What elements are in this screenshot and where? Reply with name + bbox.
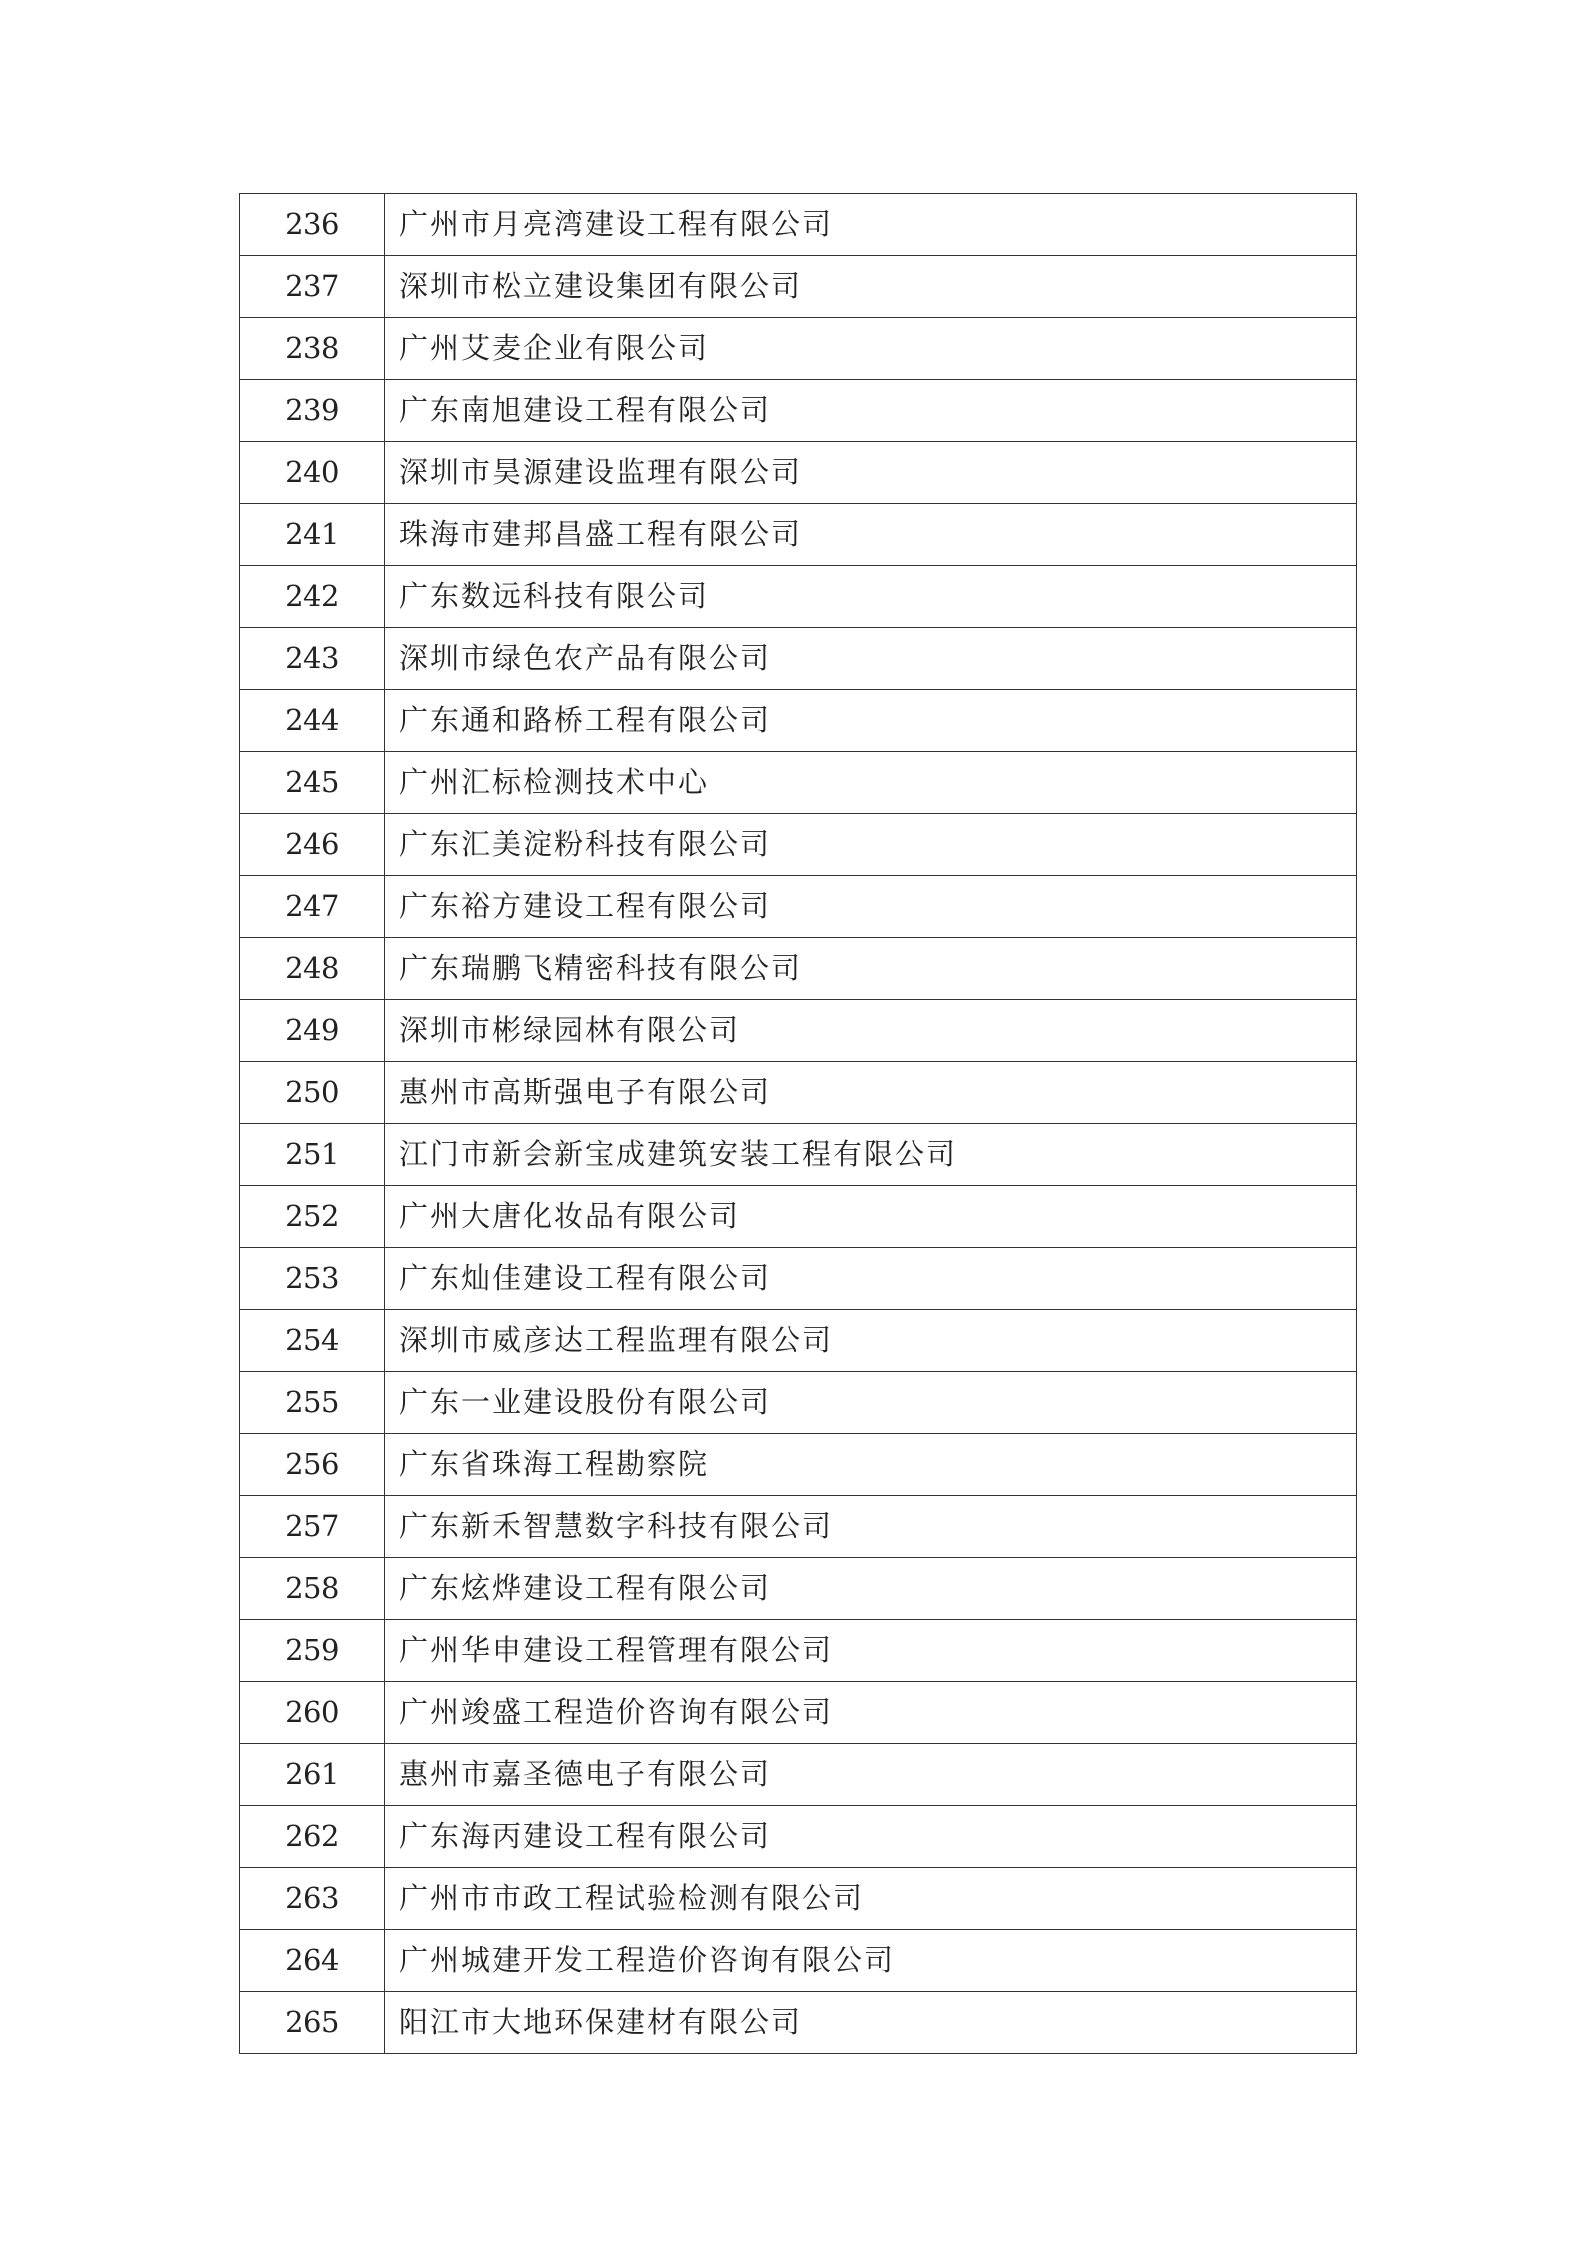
company-name: 深圳市威彦达工程监理有限公司 — [385, 1310, 1357, 1372]
company-name: 广州艾麦企业有限公司 — [385, 318, 1357, 380]
row-number: 254 — [240, 1310, 385, 1372]
table-row — [240, 566, 1357, 628]
company-name: 广东南旭建设工程有限公司 — [385, 380, 1357, 442]
company-name: 广州竣盛工程造价咨询有限公司 — [385, 1682, 1357, 1744]
row-number: 258 — [240, 1558, 385, 1620]
table-row — [240, 1062, 1357, 1124]
table-row — [240, 1868, 1357, 1930]
row-number: 241 — [240, 504, 385, 566]
table-row — [240, 442, 1357, 504]
company-name: 深圳市昊源建设监理有限公司 — [385, 442, 1357, 504]
row-number: 260 — [240, 1682, 385, 1744]
company-name: 广东瑞鹏飞精密科技有限公司 — [385, 938, 1357, 1000]
row-number: 265 — [240, 1992, 385, 2054]
row-number: 244 — [240, 690, 385, 752]
row-number: 236 — [240, 194, 385, 256]
company-name: 惠州市高斯强电子有限公司 — [385, 1062, 1357, 1124]
row-number: 239 — [240, 380, 385, 442]
company-name: 广州华申建设工程管理有限公司 — [385, 1620, 1357, 1682]
table-row — [240, 1000, 1357, 1062]
row-number: 253 — [240, 1248, 385, 1310]
row-number: 261 — [240, 1744, 385, 1806]
table-row — [240, 1186, 1357, 1248]
company-list-table — [239, 193, 1357, 2054]
table-row — [240, 504, 1357, 566]
company-name: 广东灿佳建设工程有限公司 — [385, 1248, 1357, 1310]
table-row — [240, 1496, 1357, 1558]
row-number: 257 — [240, 1496, 385, 1558]
table-row — [240, 1930, 1357, 1992]
row-number: 243 — [240, 628, 385, 690]
table-row — [240, 380, 1357, 442]
row-number: 256 — [240, 1434, 385, 1496]
row-number: 259 — [240, 1620, 385, 1682]
company-name: 深圳市绿色农产品有限公司 — [385, 628, 1357, 690]
company-name: 广州市月亮湾建设工程有限公司 — [385, 194, 1357, 256]
table-row — [240, 256, 1357, 318]
table-row — [240, 690, 1357, 752]
company-name: 广东数远科技有限公司 — [385, 566, 1357, 628]
row-number: 251 — [240, 1124, 385, 1186]
table-row — [240, 318, 1357, 380]
row-number: 252 — [240, 1186, 385, 1248]
table-row — [240, 1806, 1357, 1868]
row-number: 248 — [240, 938, 385, 1000]
table-row — [240, 876, 1357, 938]
company-name: 广东通和路桥工程有限公司 — [385, 690, 1357, 752]
company-name: 广东新禾智慧数字科技有限公司 — [385, 1496, 1357, 1558]
row-number: 240 — [240, 442, 385, 504]
table-row — [240, 628, 1357, 690]
row-number: 255 — [240, 1372, 385, 1434]
company-name: 江门市新会新宝成建筑安装工程有限公司 — [385, 1124, 1357, 1186]
table-row — [240, 1372, 1357, 1434]
table-row — [240, 1682, 1357, 1744]
row-number: 246 — [240, 814, 385, 876]
table-row — [240, 1248, 1357, 1310]
row-number: 263 — [240, 1868, 385, 1930]
table-row — [240, 1558, 1357, 1620]
table-row — [240, 814, 1357, 876]
table-row — [240, 194, 1357, 256]
table-row — [240, 1124, 1357, 1186]
row-number: 245 — [240, 752, 385, 814]
table-row — [240, 1434, 1357, 1496]
row-number: 250 — [240, 1062, 385, 1124]
company-name: 广州城建开发工程造价咨询有限公司 — [385, 1930, 1357, 1992]
row-number: 249 — [240, 1000, 385, 1062]
row-number: 238 — [240, 318, 385, 380]
company-name: 阳江市大地环保建材有限公司 — [385, 1992, 1357, 2054]
company-name: 惠州市嘉圣德电子有限公司 — [385, 1744, 1357, 1806]
company-name: 广东汇美淀粉科技有限公司 — [385, 814, 1357, 876]
row-number: 247 — [240, 876, 385, 938]
table-row — [240, 1310, 1357, 1372]
company-name: 深圳市松立建设集团有限公司 — [385, 256, 1357, 318]
company-name: 深圳市彬绿园林有限公司 — [385, 1000, 1357, 1062]
company-name: 广州市市政工程试验检测有限公司 — [385, 1868, 1357, 1930]
company-name: 珠海市建邦昌盛工程有限公司 — [385, 504, 1357, 566]
company-name: 广东海丙建设工程有限公司 — [385, 1806, 1357, 1868]
row-number: 262 — [240, 1806, 385, 1868]
company-name: 广东省珠海工程勘察院 — [385, 1434, 1357, 1496]
table-row — [240, 1744, 1357, 1806]
row-number: 264 — [240, 1930, 385, 1992]
company-list-body — [240, 194, 1357, 2054]
row-number: 237 — [240, 256, 385, 318]
table-row — [240, 752, 1357, 814]
table-row — [240, 1620, 1357, 1682]
company-name: 广东一业建设股份有限公司 — [385, 1372, 1357, 1434]
company-name: 广东炫烨建设工程有限公司 — [385, 1558, 1357, 1620]
company-name: 广州大唐化妆品有限公司 — [385, 1186, 1357, 1248]
company-name: 广州汇标检测技术中心 — [385, 752, 1357, 814]
table-row — [240, 938, 1357, 1000]
row-number: 242 — [240, 566, 385, 628]
company-name: 广东裕方建设工程有限公司 — [385, 876, 1357, 938]
table-row — [240, 1992, 1357, 2054]
